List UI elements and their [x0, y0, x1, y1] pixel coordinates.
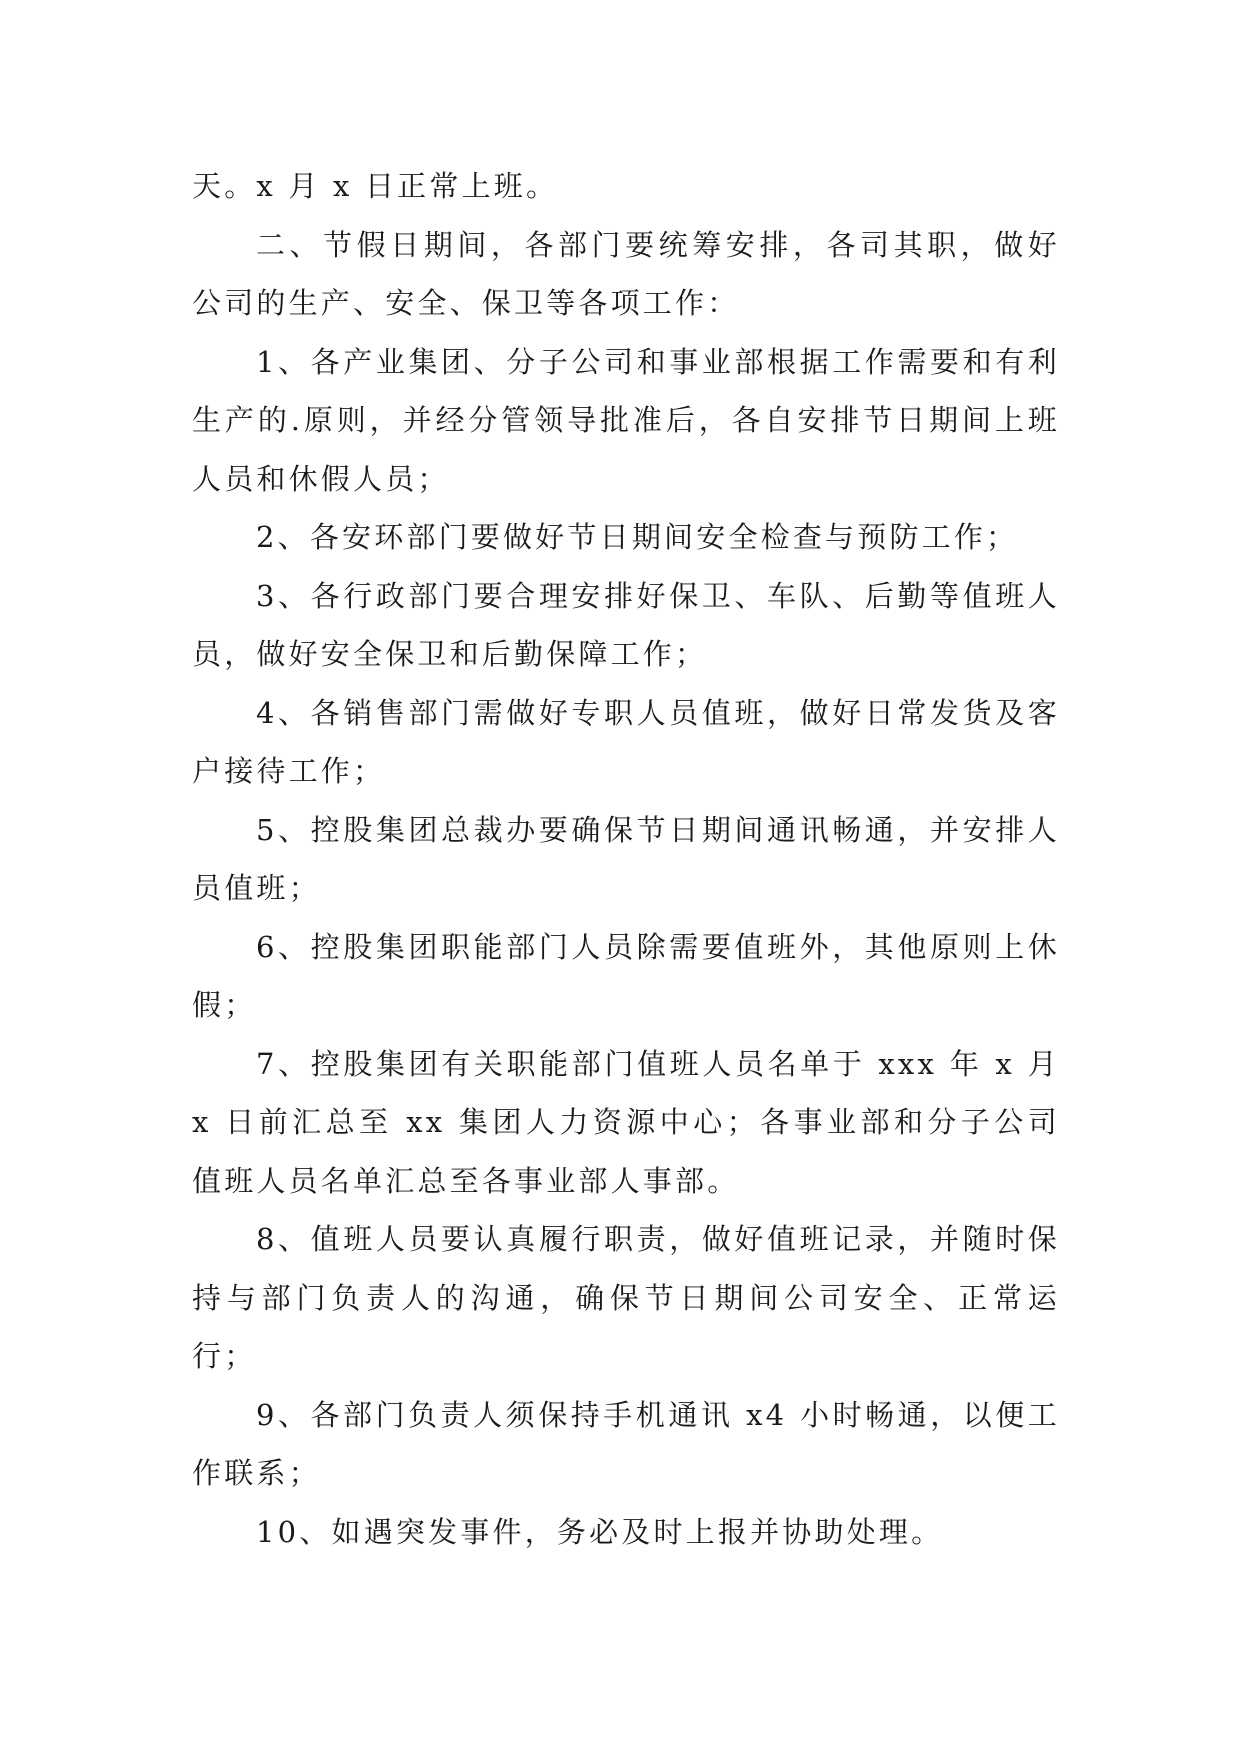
paragraph-section-two: 二、节假日期间，各部门要统筹安排，各司其职，做好公司的生产、安全、保卫等各项工作：: [192, 227, 1060, 320]
paragraph-item-1: 1、各产业集团、分子公司和事业部根据工作需要和有利生产的.原则，并经分管领导批准后，各自安排节日期间上班人员和休假人员；: [192, 344, 1060, 496]
paragraph-item-3: 3、各行政部门要合理安排好保卫、车队、后勤等值班人员，做好安全保卫和后勤保障工作；: [192, 578, 1060, 671]
paragraph-item-2: 2、各安环部门要做好节日期间安全检查与预防工作；: [256, 520, 1019, 554]
paragraph-item-4: 4、各销售部门需做好专职人员值班，做好日常发货及客户接待工作；: [192, 695, 1060, 788]
paragraph-item-10: 10、如遇突发事件，务必及时上报并协助处理。: [256, 1514, 944, 1549]
paragraph-item-7: 7、控股集团有关职能部门值班人员名单于 xxx 年 x 月 x 日前汇总至 xx 集团人力资源中心；各事业部和分子公司值班人员名单汇总至各事业部人事部。: [192, 1046, 1060, 1198]
paragraph-continuation: 天。x 月 x 日正常上班。: [192, 169, 559, 203]
paragraph-item-8: 8、值班人员要认真履行职责，做好值班记录，并随时保持与部门负责人的沟通，确保节日期间公司安全、正常运行；: [192, 1222, 1060, 1373]
paragraph-item-6: 6、控股集团职能部门人员除需要值班外，其他原则上休假；: [192, 929, 1060, 1022]
document-body: [192, 157, 1060, 1561]
paragraph-item-9: 9、各部门负责人须保持手机通讯 x4 小时畅通，以便工作联系；: [192, 1397, 1060, 1490]
paragraph-item-5: 5、控股集团总裁办要确保节日期间通讯畅通，并安排人员值班；: [192, 812, 1060, 905]
